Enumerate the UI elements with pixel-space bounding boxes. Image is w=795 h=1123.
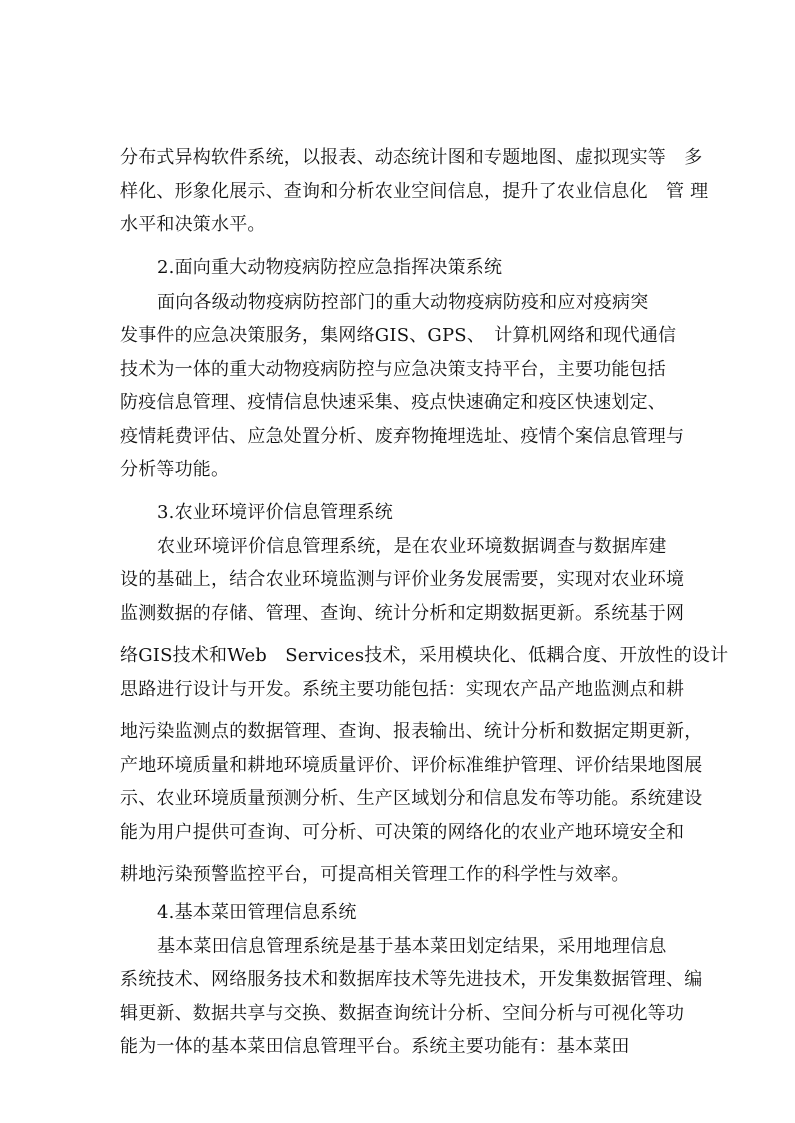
text-line: 面向各级动物疫病防控部门的重大动物疫病防疫和应对疫病突 (157, 292, 649, 313)
text-line: 样化、形象化展示、查询和分析农业空间信息，提升了农业信息化 管 理 (120, 181, 709, 202)
text-line: 系统技术、网络服务技术和数据库技术等先进技术，开发集数据管理、编 (120, 969, 703, 990)
text-line: 辑更新、数据共享与交换、数据查询统计分析、空间分析与可视化等功 (120, 1003, 685, 1024)
text-line: 能为用户提供可查询、可分析、可决策的网络化的农业产地环境安全和 (120, 822, 685, 843)
text-line: 水平和决策水平。 (120, 214, 266, 235)
text-line: 络GIS技术和Web Services技术，采用模块化、低耦合度、开放性的设计 (120, 645, 729, 666)
text-line: 示、农业环境质量预测分析、生产区域划分和信息发布等功能。系统建设 (120, 788, 703, 809)
text-line: 监测数据的存储、管理、查询、统计分析和定期数据更新。系统基于网 (120, 603, 685, 624)
text-line: 耕地污染预警监控平台，可提高相关管理工作的科学性与效率。 (120, 864, 630, 885)
text-line: 设的基础上，结合农业环境监测与评价业务发展需要，实现对农业环境 (120, 569, 685, 590)
text-line: 分布式异构软件系统，以报表、动态统计图和专题地图、虚拟现实等 多 (120, 147, 703, 168)
text-line: 思路进行设计与开发。系统主要功能包括：实现农产品产地监测点和耕 (120, 679, 685, 700)
section-heading: 2.面向重大动物疫病防控应急指挥决策系统 (157, 257, 503, 278)
text-line: 地污染监测点的数据管理、查询、报表输出、统计分析和数据定期更新， (120, 721, 703, 742)
text-line: 分析等功能。 (120, 459, 230, 480)
text-line: 基本菜田信息管理系统是基于基本菜田划定结果，采用地理信息 (157, 936, 667, 957)
text-line: 疫情耗费评估、应急处置分析、废弃物掩埋选址、疫情个案信息管理与 (120, 426, 685, 447)
text-line: 能为一体的基本菜田信息管理平台。系统主要功能有：基本菜田 (120, 1036, 630, 1057)
text-line: 发事件的应急决策服务，集网络GIS、GPS、 计算机网络和现代通信 (120, 325, 677, 346)
text-line: 农业环境评价信息管理系统，是在农业环境数据调查与数据库建 (157, 536, 667, 557)
section-heading: 3.农业环境评价信息管理系统 (157, 502, 393, 523)
text-line: 防疫信息管理、疫情信息快速采集、疫点快速确定和疫区快速划定、 (120, 392, 666, 413)
text-line: 技术为一体的重大动物疫病防控与应急决策支持平台，主要功能包括 (120, 359, 666, 380)
text-line: 产地环境质量和耕地环境质量评价、评价标准维护管理、评价结果地图展 (120, 755, 703, 776)
section-heading: 4.基本菜田管理信息系统 (157, 902, 357, 923)
